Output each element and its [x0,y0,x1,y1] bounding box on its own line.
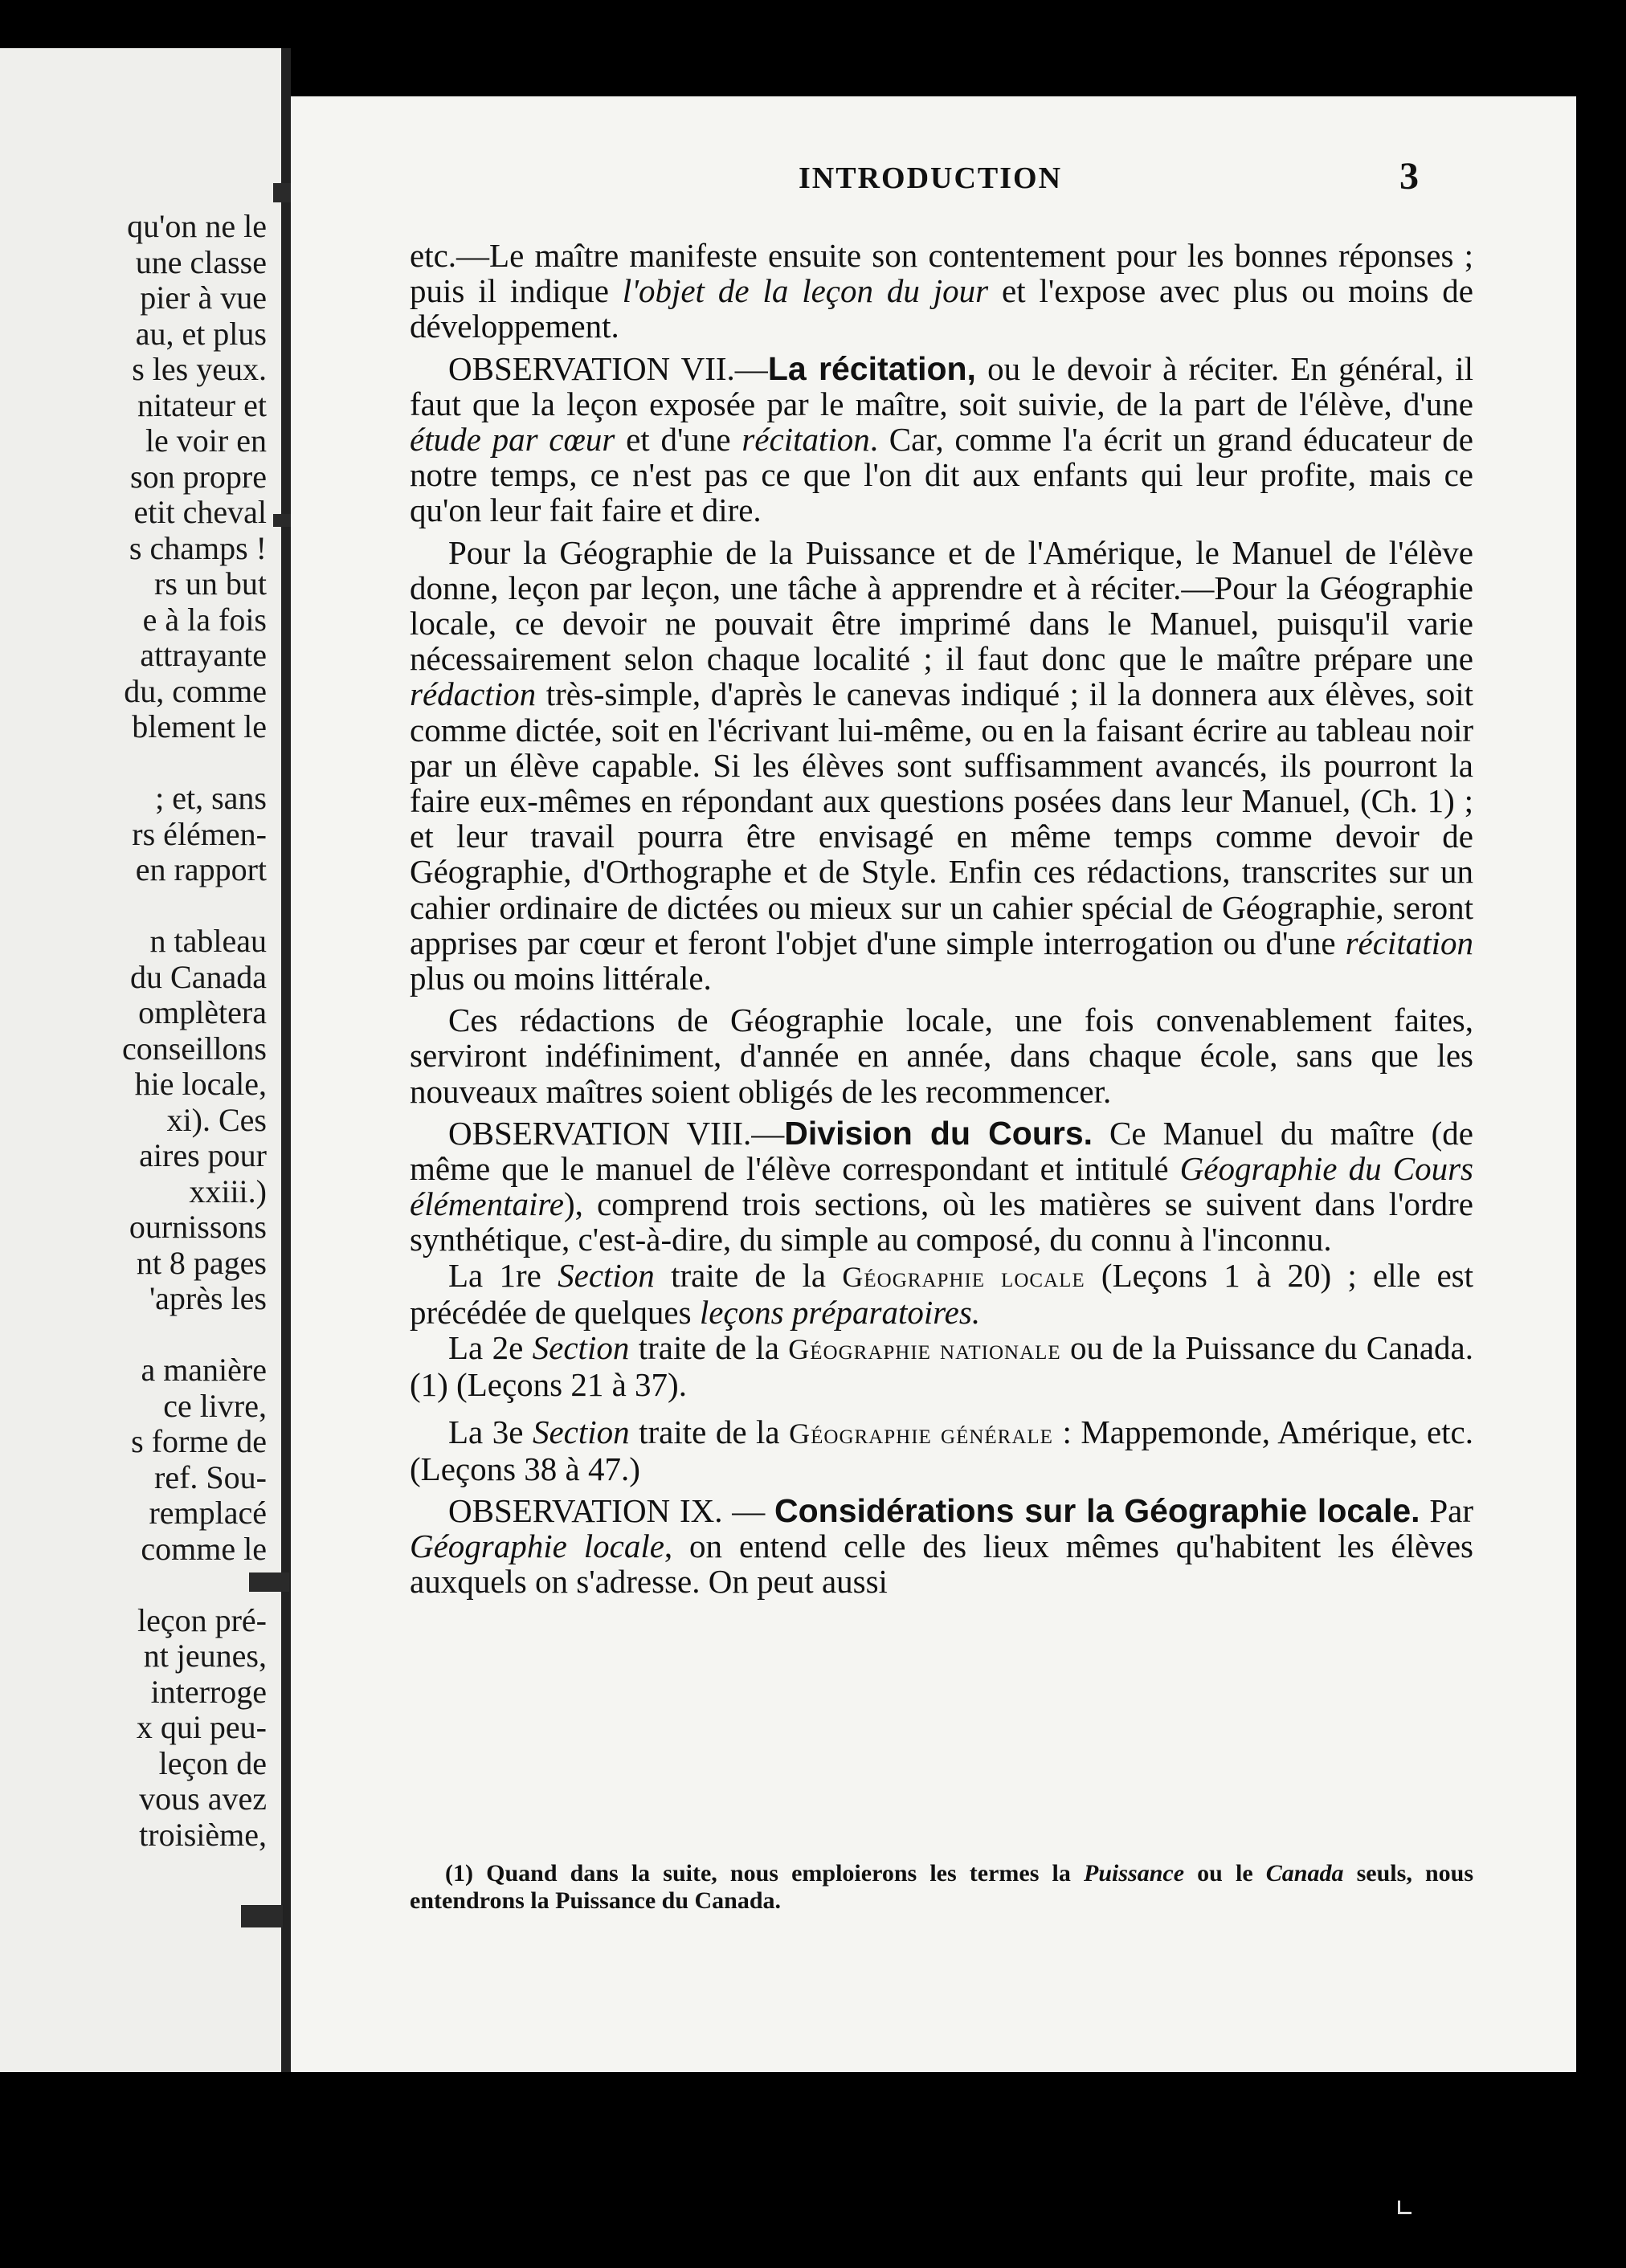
section-1: La 1re Section traite de la Géographie locale (Leçons 1 à 20) ; elle est précédée de quelques leçons préparatoires. [410,1256,1474,1331]
left-page-line: s champs ! [129,529,267,566]
left-page-line: nt jeunes, [143,1638,267,1674]
left-page-line: qu'on ne le [127,208,267,244]
observation-label: OBSERVATION IX. — [448,1491,775,1529]
left-page-line: omplètera [138,994,267,1030]
footnote: (1) Quand dans la suite, nous emploierons les termes la Puissance ou le Canada seuls, nous entendrons la Puissance du Canada. [410,1860,1473,1914]
paragraph: Pour la Géographie de la Puissance et de l'Amérique, le Manuel de l'élève donne, leçon par leçon, une tâche à apprendre et à réciter.—Pour la Géographie locale, ce devoir ne pouvait être imprimé dans le Manuel, puisqu'il varie nécessairement selon chaque localité ; il faut donc que le maître prépare une rédaction très-simple, d'après le canevas indiqué ; il la donnera aux élèves, soit comme dictée, soit en l'écrivant lui-même, ou en la faisant écrire au tableau noir par un élève capable. Si les élèves sont suffisamment avancés, ils pourront la faire eux-mêmes en répondant aux questions posées dans leur Manuel, (Ch. 1) ; et leur travail pourra être envisagé en même temps comme devoir de Géographie, d'Orthographe et de Style. Enfin ces rédactions, transcrites sur un cahier ordinaire de dictées ou mieux sur un cahier spécial de Géographie, seront apprises par cœur et feront l'objet d'une simple interrogation ou d'une récitation plus ou moins littérale. [410,533,1473,997]
left-page-line: e à la fois [142,601,267,638]
observation-label: OBSERVATION VII.— [448,349,768,387]
left-page-line: 'après les [149,1280,267,1316]
observation-ix: OBSERVATION IX. — Considérations sur la Géographie locale. Par Géographie locale, on entend celle des lieux mêmes qu'habitent les élèves auxquels on s'adresse. On peut aussi [410,1491,1474,1601]
binding-tab [241,1905,283,1927]
paragraph: Ces rédactions de Géographie locale, une fois convenablement faites, serviront indéfiniment, d'année en année, dans chaque école, sans que les nouveaux maîtres soient obligés de les recommencer. [410,1001,1473,1110]
left-page-line: du Canada [130,958,267,995]
observation-title: Division du Cours. [784,1114,1093,1152]
left-page-line: hie locale, [134,1066,267,1102]
section-3: La 3e Section traite de la Géographie générale : Mappemonde, Amérique, etc. (Leçons 38 à 47.) [410,1413,1473,1487]
left-page-line: comme le [141,1530,267,1567]
book-gutter [281,48,291,2072]
left-page-line: leçon de [158,1744,267,1781]
left-page-line: etit cheval [133,494,267,530]
left-page-line: vous avez [139,1781,267,1817]
left-page-line: ournissons [129,1209,267,1245]
running-header [291,155,1576,209]
paragraph: etc.—Le maître manifeste ensuite son contentement pour les bonnes réponses ; puis il indique l'objet de la leçon du jour et l'expose avec plus ou moins de développement. [410,237,1473,345]
section-2: La 2e Section traite de la Géographie nationale ou de la Puissance du Canada. (1) (Leçons 21 à 37). [410,1329,1473,1404]
left-page-line: pier à vue [140,279,267,316]
left-page-line: a manière [141,1352,267,1388]
observation-label: OBSERVATION VIII.— [448,1114,785,1152]
left-facing-page [0,48,281,2072]
left-page-line: au, et plus [135,315,267,352]
left-page-line: s les yeux. [132,351,267,387]
left-page-line: le voir en [145,422,267,459]
left-page-line: nitateur et [137,386,267,423]
left-page-line: interroge [150,1673,267,1710]
left-page-line: ref. Sou- [154,1458,267,1495]
left-page-line: une classe [135,243,267,280]
left-page-line: blement le [132,708,267,744]
left-page-line: en rapport [135,851,267,887]
crop-mark [1398,2201,1412,2214]
header-title: INTRODUCTION [799,161,1063,195]
left-page-line: troisième, [139,1816,267,1853]
binding-tab [249,1573,289,1592]
observation-title: La récitation, [767,349,976,387]
left-page-line: du, comme [124,672,267,709]
left-page-line: xxiii.) [189,1173,267,1209]
left-page-line: remplacé [149,1495,267,1531]
left-page-line: ce livre, [163,1387,267,1424]
observation-vii: OBSERVATION VII.—La récitation, ou le devoir à réciter. En général, il faut que la leçon exposée par le maître, soit suivie, de la part de l'élève, d'une étude par cœur et d'une récitation. Car, comme l'a écrit un grand éducateur de notre temps, ce n'est pas ce que l'on dit aux enfants qui leur profite, mais ce qu'on leur fait faire et dire. [410,349,1473,529]
body-text [410,238,1473,1600]
left-page-line: attrayante [140,637,267,673]
left-page-line: aires pour [139,1137,267,1173]
left-page-line: rs un but [154,565,267,602]
observation-title: Considérations sur la Géographie locale. [774,1491,1420,1529]
page-number: 3 [1399,155,1419,198]
left-page-line: leçon pré- [137,1601,267,1638]
left-page-line: rs élémen- [132,815,267,852]
left-page-line: conseillons [122,1030,267,1067]
left-page-line: xi). Ces [166,1101,267,1138]
left-page-line: s forme de [131,1423,267,1459]
left-page-line: son propre [130,458,267,495]
left-page-line: ; et, sans [155,780,267,816]
left-page-line: x qui peu- [136,1709,267,1745]
right-page [291,96,1576,2072]
observation-viii: OBSERVATION VIII.—Division du Cours. Ce Manuel du maître (de même que le manuel de l'élève correspondant et intitulé Géographie du Cours élémentaire), comprend trois sections, où les matières se suivent dans l'ordre synthétique, c'est-à-dire, du simple au composé, du connu à l'inconnu. [410,1114,1474,1258]
left-page-line: n tableau [149,923,267,959]
left-page-line: nt 8 pages [136,1244,267,1281]
